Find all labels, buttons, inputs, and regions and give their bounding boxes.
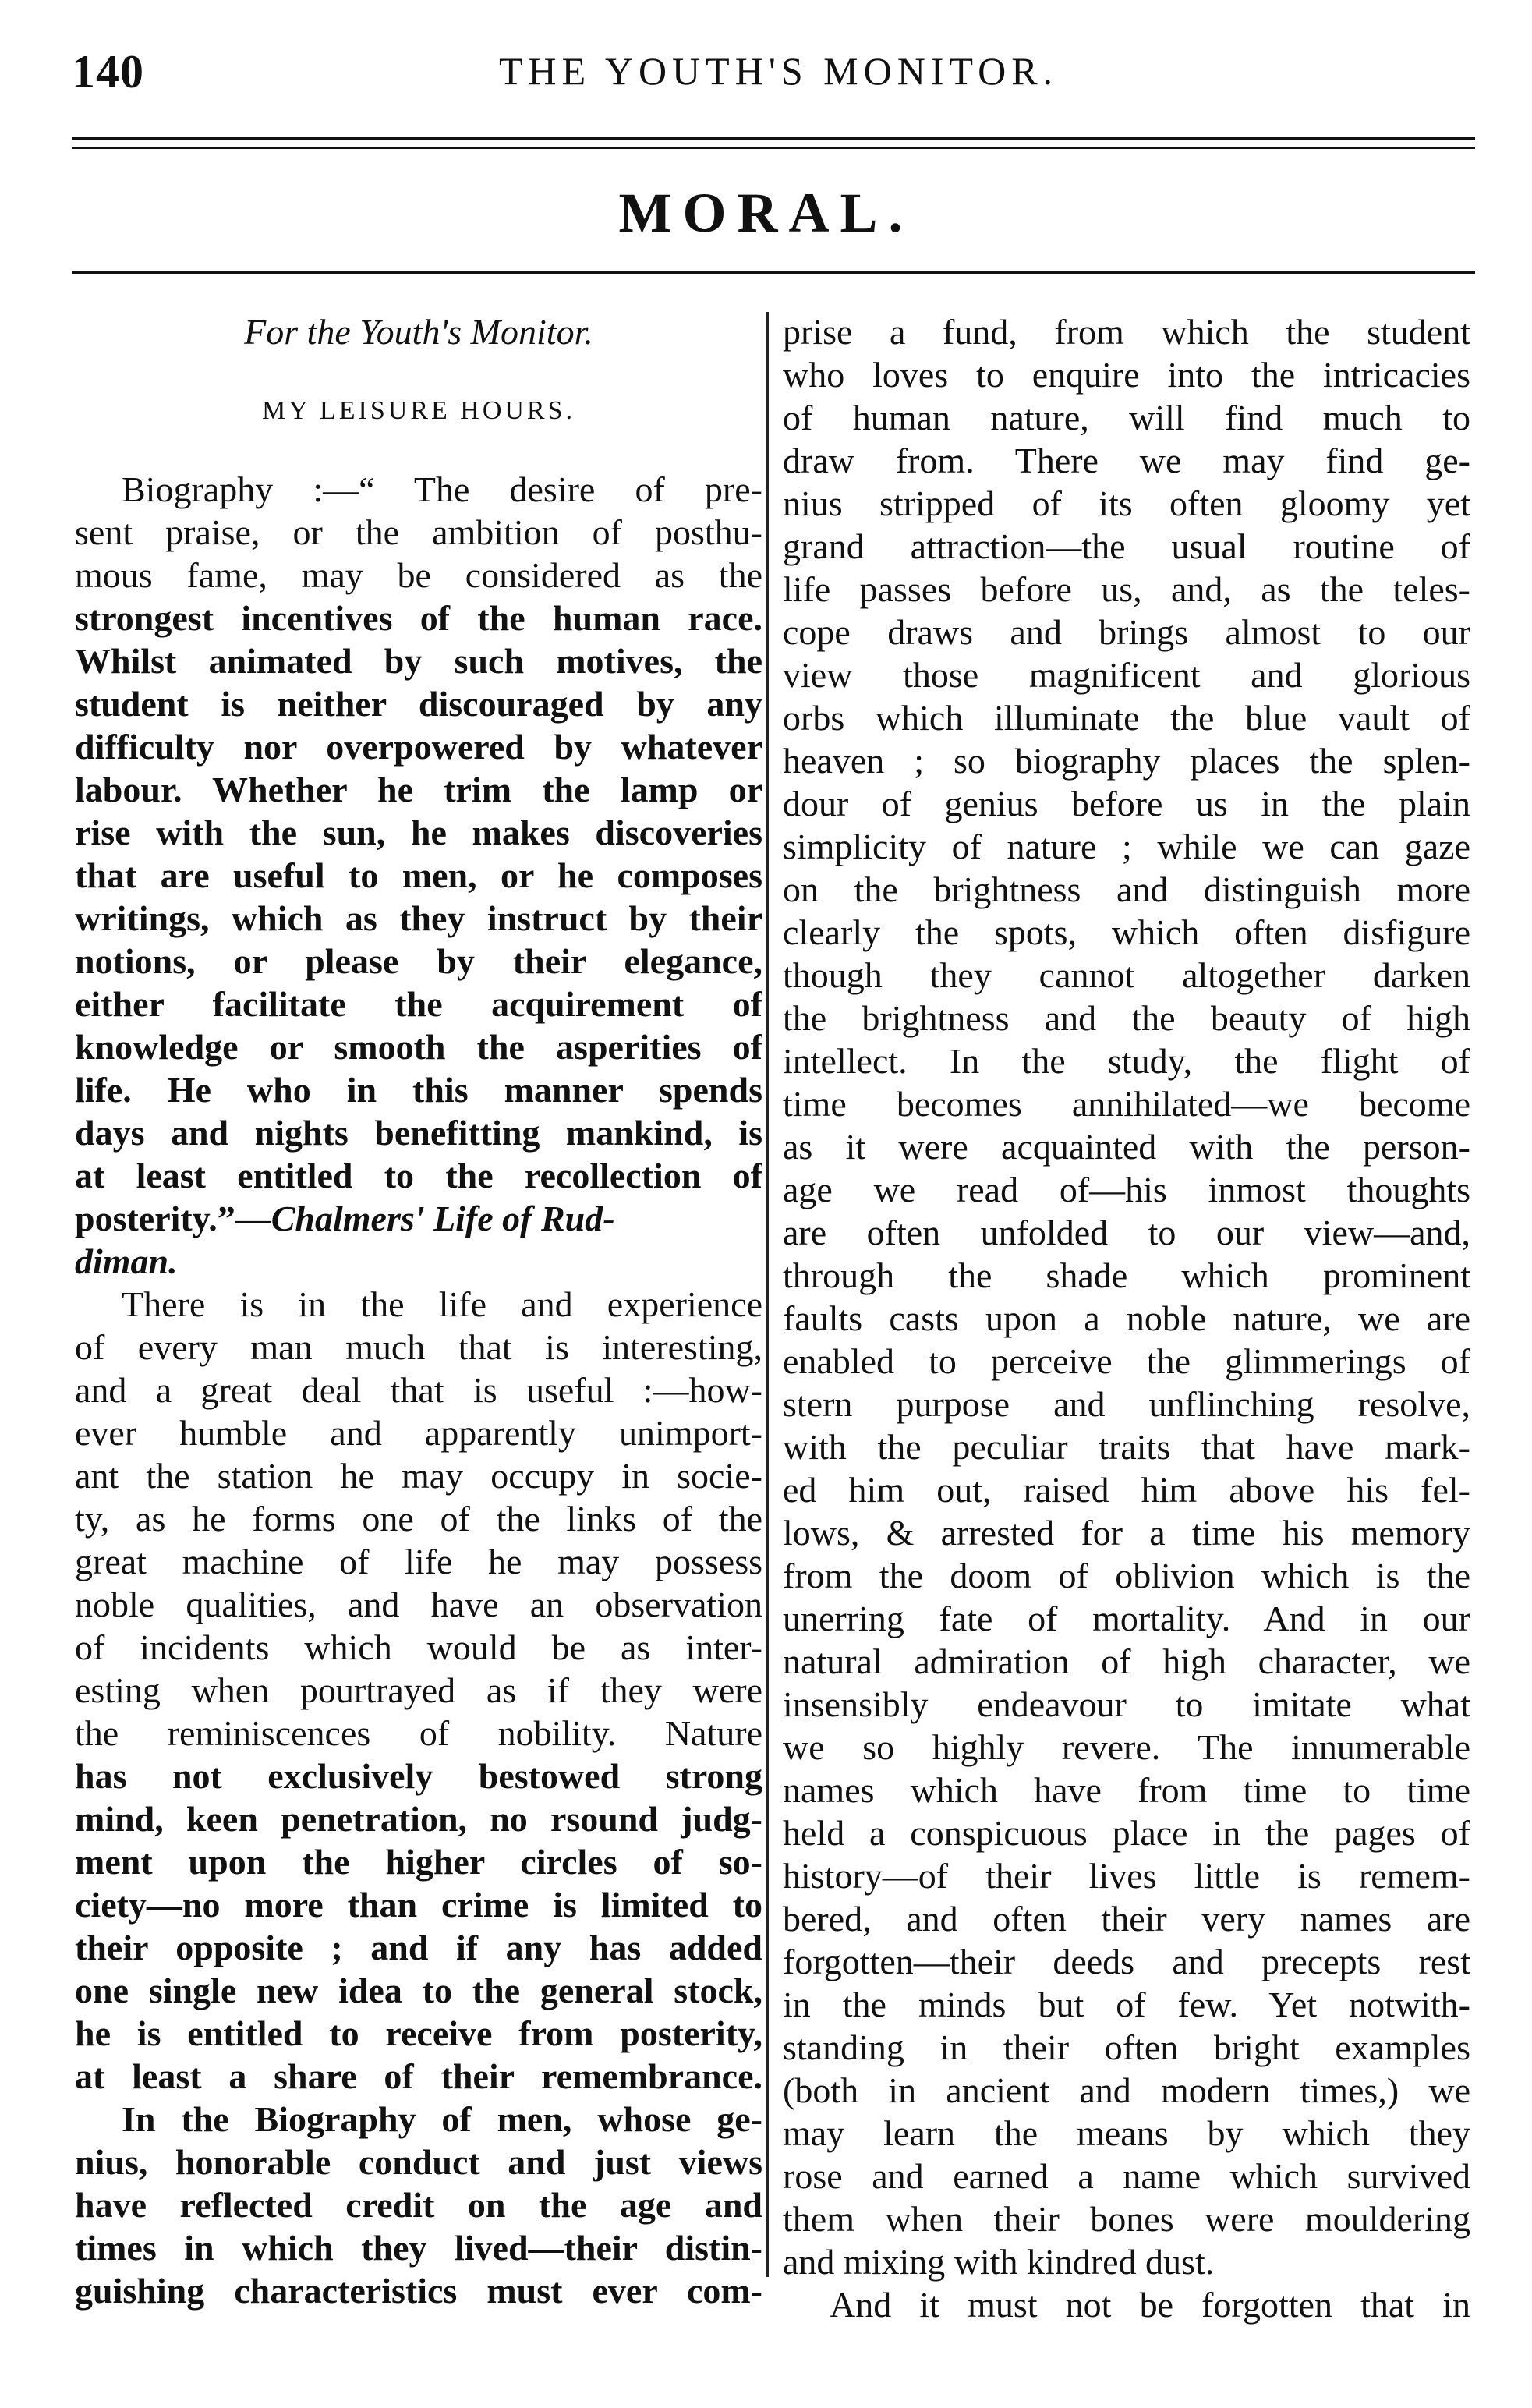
text-line: writings, which as they instruct by their [75, 898, 762, 938]
right-column [783, 310, 1470, 2326]
text-line: lows, & arrested for a time his memory [783, 1513, 1470, 1553]
text-line: insensibly endeavour to imitate what [783, 1684, 1470, 1724]
text-line: clearly the spots, which often disfigure [783, 912, 1470, 952]
text-line: history—of their lives little is remem- [783, 1856, 1470, 1896]
text-line: are often unfolded to our view—and, [783, 1213, 1470, 1252]
text-line: draw from. There we may find ge- [783, 441, 1470, 480]
text-line: times in which they lived—their distin- [75, 2228, 762, 2268]
text-line: standing in their often bright examples [783, 2027, 1470, 2067]
text-line: student is neither discouraged by any [75, 684, 762, 724]
text-line: in the minds but of few. Yet notwith- [783, 1985, 1470, 2024]
text-line: rose and earned a name which survived [783, 2156, 1470, 2196]
text-line: rise with the sun, he makes discoveries [75, 813, 762, 852]
text-line: the reminiscences of nobility. Nature [75, 1713, 762, 1753]
text-line: has not exclusively bestowed strong [75, 1756, 762, 1796]
text-line: notions, or please by their elegance, [75, 941, 762, 981]
header-rule [72, 137, 1475, 140]
text-line: heaven ; so biography places the splen- [783, 741, 1470, 781]
text-line: difficulty nor overpowered by whatever [75, 727, 762, 767]
text-line: on the brightness and distinguish more [783, 869, 1470, 909]
text-line: strongest incentives of the human race. [75, 598, 762, 638]
text-line: ment upon the higher circles of so- [75, 1842, 762, 1882]
text-line: orbs which illuminate the blue vault of [783, 698, 1470, 738]
text-line: with the peculiar traits that have mark- [783, 1427, 1470, 1467]
text-line: the brightness and the beauty of high [783, 998, 1470, 1038]
text-line: simplicity of nature ; while we can gaze [783, 827, 1470, 866]
text-line: through the shade which prominent [783, 1255, 1470, 1295]
text-line: ed him out, raised him above his fel- [783, 1470, 1470, 1510]
text-line: age we read of—his inmost thoughts [783, 1170, 1470, 1209]
text-line: intellect. In the study, the flight of [783, 1041, 1470, 1081]
text-line: stern purpose and unflinching resolve, [783, 1384, 1470, 1424]
text-line: that are useful to men, or he composes [75, 855, 762, 895]
text-line: noble qualities, and have an observation [75, 1585, 762, 1624]
text-line: held a conspicuous place in the pages of [783, 1813, 1470, 1853]
text-line: And it must not be forgotten that in [830, 2285, 1470, 2325]
text-line: who loves to enquire into the intricacies [783, 355, 1470, 395]
running-head [72, 45, 1475, 108]
text-line: sent praise, or the ambition of posthu- [75, 512, 762, 552]
text-line: have reflected credit on the age and [75, 2185, 762, 2225]
text-line: life passes before us, and, as the teles- [783, 569, 1470, 609]
text-line: knowledge or smooth the asperities of [75, 1027, 762, 1067]
text-line: at least a share of their remembrance. [75, 2056, 762, 2096]
text-line: as it were acquainted with the person- [783, 1127, 1470, 1167]
text-line: he is entitled to receive from posterity, [75, 2013, 762, 2053]
text-line: In the Biography of men, whose ge- [122, 2099, 762, 2139]
section-rule [72, 271, 1475, 274]
text-line: their opposite ; and if any has added [75, 1928, 762, 1967]
text-line: may learn the means by which they [783, 2113, 1470, 2153]
text-line: of human nature, will find much to [783, 398, 1470, 437]
text-line: Biography :—“ The desire of pre- [122, 469, 762, 509]
text-line: labour. Whether he trim the lamp or [75, 770, 762, 809]
text-line: Whilst animated by such motives, the [75, 641, 762, 681]
text-line: forgotten—their deeds and precepts rest [783, 1942, 1470, 1981]
text-fragment: posterity.”— [75, 1199, 271, 1238]
text-line-with-citation [75, 1197, 762, 1240]
text-line: diman. [75, 1241, 178, 1281]
text-line: (both in ancient and modern times,) we [783, 2070, 1470, 2110]
text-line: view those magnificent and glorious [783, 655, 1470, 695]
text-line: nius stripped of its often gloomy yet [783, 483, 1470, 523]
text-line: faults casts upon a noble nature, we are [783, 1298, 1470, 1338]
text-line: time becomes annihilated—we become [783, 1084, 1470, 1124]
text-line: one single new idea to the general stock, [75, 1971, 762, 2010]
text-line: we so highly revere. The innumerable [783, 1727, 1470, 1767]
text-line: great machine of life he may possess [75, 1542, 762, 1581]
running-title: THE YOUTH'S MONITOR. [499, 49, 1059, 93]
text-line: names which have from time to time [783, 1770, 1470, 1810]
text-line: ciety—no more than crime is limited to [75, 1885, 762, 1925]
text-line: unerring fate of mortality. And in our [783, 1599, 1470, 1638]
text-line: ever humble and apparently unimport- [75, 1413, 762, 1453]
text-line: though they cannot altogether darken [783, 955, 1470, 995]
text-line: days and nights benefitting mankind, is [75, 1113, 762, 1153]
text-line: grand attraction—the usual routine of [783, 526, 1470, 566]
text-line: from the doom of oblivion which is the [783, 1556, 1470, 1595]
page-number: 140 [72, 46, 144, 97]
text-line: ty, as he forms one of the links of the [75, 1499, 762, 1539]
text-line: dour of genius before us in the plain [783, 784, 1470, 823]
article-title: MY LEISURE HOURS. [261, 396, 576, 425]
text-line: ant the station he may occupy in socie- [75, 1456, 762, 1496]
text-line: There is in the life and experience [122, 1284, 762, 1324]
text-line: prise a fund, from which the student [783, 312, 1470, 352]
text-line: nius, honorable conduct and just views [75, 2142, 762, 2182]
text-line: mous fame, may be considered as the [75, 555, 762, 595]
text-line: cope draws and brings almost to our [783, 612, 1470, 652]
text-line: at least entitled to the recollection of [75, 1156, 762, 1195]
section-title: MORAL. [618, 182, 914, 244]
text-line: either facilitate the acquirement of [75, 984, 762, 1024]
text-line: and mixing with kindred dust. [783, 2242, 1215, 2282]
text-line: mind, keen penetration, no rsound judg- [75, 1799, 762, 1839]
text-line: natural admiration of high character, we [783, 1641, 1470, 1681]
text-line: life. He who in this manner spends [75, 1070, 762, 1110]
text-line: guishing characteristics must ever com- [75, 2271, 762, 2311]
text-line: them when their bones were mouldering [783, 2199, 1470, 2239]
text-line: enabled to perceive the glimmerings of [783, 1341, 1470, 1381]
text-line: bered, and often their very names are [783, 1899, 1470, 1939]
citation: Chalmers' Life of Rud- [271, 1199, 615, 1238]
text-line: of every man much that is interesting, [75, 1327, 762, 1367]
column-divider [766, 312, 769, 2277]
text-line: esting when pourtrayed as if they were [75, 1670, 762, 1710]
text-line: of incidents which would be as inter- [75, 1627, 762, 1667]
text-line: and a great deal that is useful :—how- [75, 1370, 762, 1410]
left-column [75, 310, 762, 2312]
header-rule-double [72, 147, 1475, 149]
article-source: For the Youth's Monitor. [244, 312, 593, 352]
